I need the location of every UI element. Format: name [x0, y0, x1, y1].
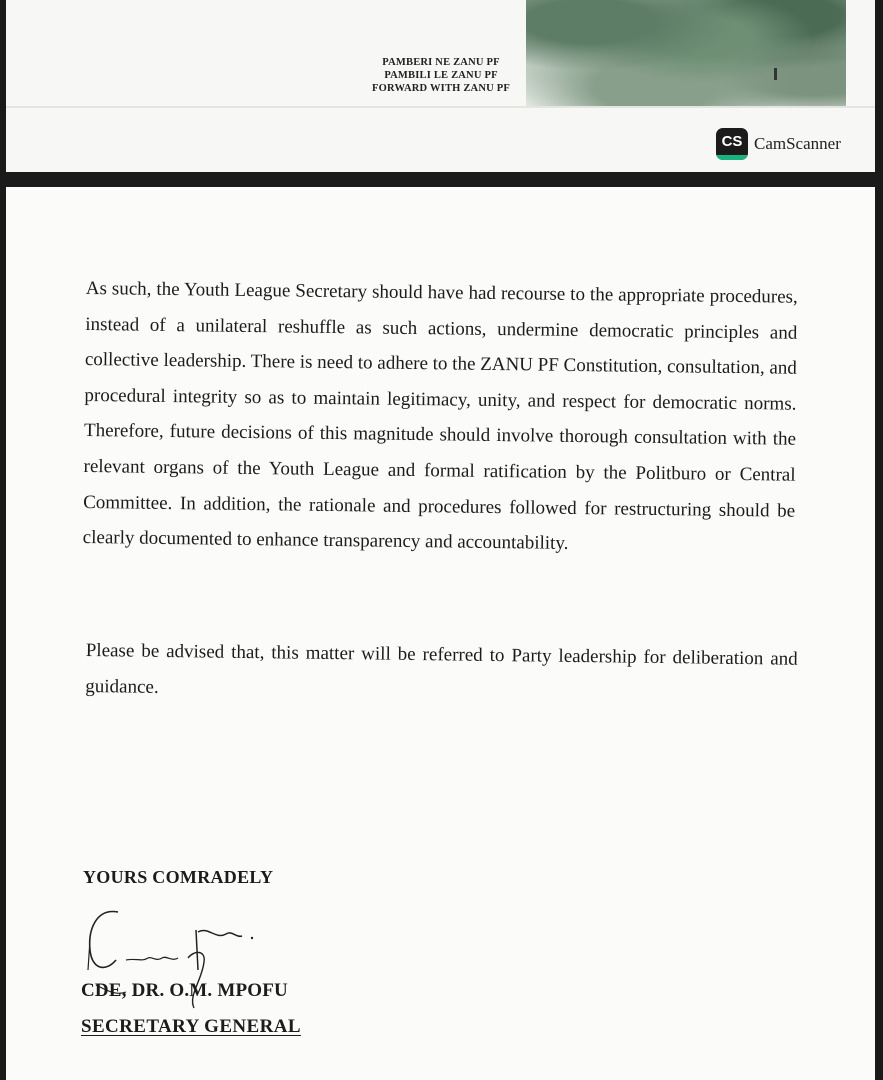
slogan-english: FORWARD WITH ZANU PF — [372, 83, 510, 94]
camscanner-logo-icon: CS — [716, 128, 748, 160]
closing-salutation: YOURS COMRADELY — [83, 867, 274, 887]
letter-page — [6, 187, 875, 1080]
camscanner-watermark — [716, 128, 841, 160]
camscanner-name: CamScanner — [754, 134, 841, 153]
slogan-shona: PAMBERI NE ZANU PF — [382, 57, 500, 68]
image-mark — [774, 68, 777, 80]
party-slogans — [326, 56, 556, 95]
letterhead-tree-image — [526, 0, 846, 108]
page-divider — [6, 106, 875, 108]
previous-page-footer — [6, 0, 875, 172]
signatory-title: SECRETARY GENERAL — [81, 1016, 301, 1037]
slogan-ndebele: PAMBILI LE ZANU PF — [384, 70, 498, 81]
letter-paragraph: Please be advised that, this matter will be referred to Party leadership for deliberation and guidance. — [85, 639, 798, 698]
signatory-name: CDE, DR. O.M. MPOFU — [81, 980, 288, 1001]
letter-paragraph: As such, the Youth League Secretary should have had recourse to the appropriate procedures, instead of a unilateral reshuffle as such actions, undermine democratic principles and collective leadership. There is need to adhere to the ZANU PF Constitution, consultation, and procedural integrity so as to maintain legitimacy, unity, and respect for democratic norms. Therefore, future decisions of this magnitude should involve thorough consultation with the relevant organs of the Youth League and formal ratification by the Politburo or Central Committee. In addition, the rationale and procedures followed for restructuring should be clearly documented to enhance transparency and accountability. — [82, 277, 798, 555]
